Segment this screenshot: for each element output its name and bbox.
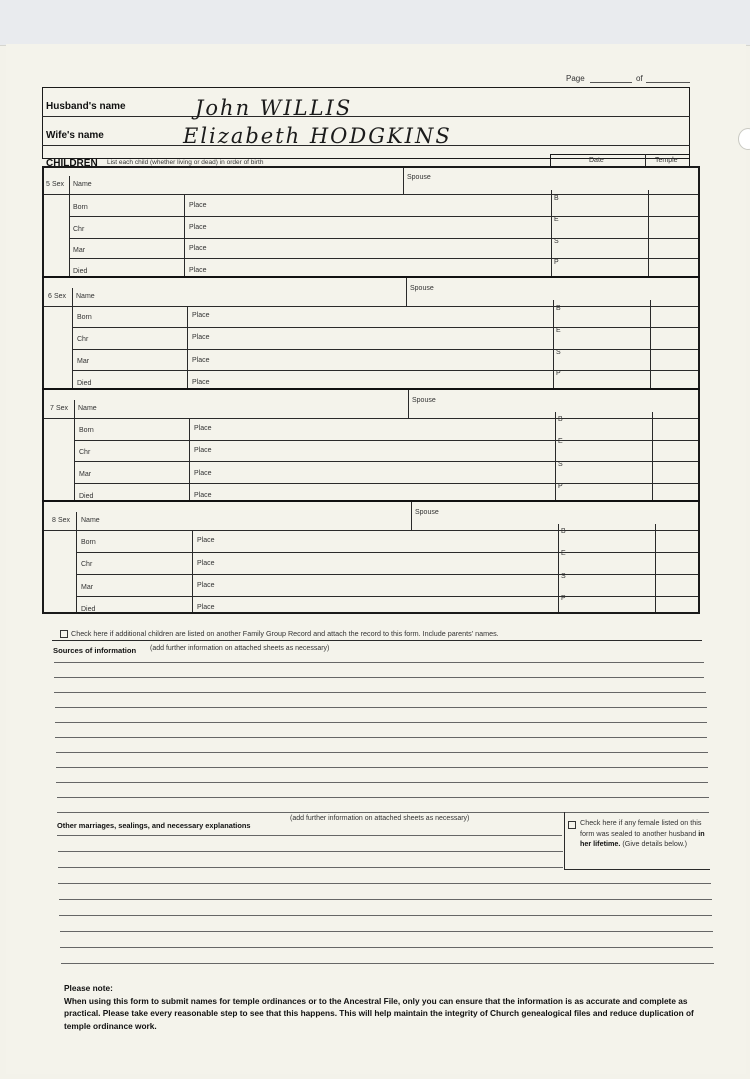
spouse-label[interactable]: Spouse	[407, 174, 431, 181]
sources-hint: (add further information on attached sheets as necessary)	[150, 645, 330, 652]
place-label[interactable]: Place	[194, 425, 212, 432]
parents-box	[42, 87, 690, 159]
wife-label: Wife's name	[46, 130, 104, 141]
children-title: CHILDREN	[46, 158, 98, 169]
note-title: Please note:	[64, 983, 113, 993]
sources-field[interactable]	[54, 656, 708, 816]
place-label[interactable]: Place	[197, 604, 215, 611]
spouse-label[interactable]: Spouse	[410, 285, 434, 292]
ordinance-b: B	[558, 416, 563, 423]
ordinance-s: S	[558, 461, 563, 468]
ordinance-p: P	[561, 595, 566, 602]
page-label: Page	[566, 74, 585, 83]
chr-label: Chr	[77, 336, 89, 343]
chr-label: Chr	[79, 449, 91, 456]
children-subtitle: List each child (whether living or dead) in order of birth	[107, 159, 264, 166]
note-body: When using this form to submit names for temple ordinances or to the Ancestral File, only you can ensure that the information is as accurate and complete as practical. Please take every reasonable step to see that this happens. This will help maintain the integrity of Church genealogical files and reduce duplication of temple ordinance work.	[64, 995, 694, 1031]
spouse-label[interactable]: Spouse	[415, 509, 439, 516]
born-label: Born	[77, 314, 92, 321]
ordinance-p: P	[554, 259, 559, 266]
sex-label[interactable]: Sex	[52, 181, 65, 188]
husband-name-field[interactable]: John WILLIS	[195, 96, 353, 120]
additional-children-checkbox[interactable]	[60, 630, 68, 638]
place-label[interactable]: Place	[189, 202, 207, 209]
place-label[interactable]: Place	[189, 224, 207, 231]
place-label[interactable]: Place	[194, 492, 212, 499]
name-label[interactable]: Name	[76, 293, 95, 300]
born-label: Born	[81, 539, 96, 546]
place-label[interactable]: Place	[197, 560, 215, 567]
chr-label: Chr	[73, 226, 85, 233]
sources-label: Sources of information	[53, 646, 137, 655]
please-note	[64, 982, 714, 1032]
other-marriages-hint: (add further information on attached sheets as necessary)	[290, 815, 470, 822]
sealed-female-note: Check here if any female listed on this form was sealed to another husband in her lifetime. (Give details below.)	[580, 818, 705, 848]
date-column-label: Date	[589, 157, 604, 164]
born-label: Born	[79, 427, 94, 434]
died-label: Died	[77, 380, 92, 387]
place-label[interactable]: Place	[194, 470, 212, 477]
ordinance-p: P	[556, 370, 561, 377]
ordinance-b: B	[554, 195, 559, 202]
page-number-field[interactable]	[590, 82, 632, 83]
temple-column-label: Temple	[655, 157, 678, 164]
died-label: Died	[79, 493, 94, 500]
place-label[interactable]: Place	[197, 537, 215, 544]
ordinance-e: E	[558, 438, 563, 445]
page-total-field[interactable]	[646, 82, 690, 83]
place-label[interactable]: Place	[189, 245, 207, 252]
scan-background-strip	[0, 0, 750, 46]
sex-label[interactable]: Sex	[56, 405, 69, 412]
child-number: 8	[52, 517, 56, 524]
died-label: Died	[81, 606, 96, 613]
husband-label: Husband's name	[46, 101, 126, 112]
place-label[interactable]: Place	[192, 379, 210, 386]
sex-label[interactable]: Sex	[54, 293, 67, 300]
ordinance-s: S	[556, 349, 561, 356]
ordinance-b: B	[561, 528, 566, 535]
spouse-label[interactable]: Spouse	[412, 397, 436, 404]
ordinance-b: B	[556, 305, 561, 312]
ordinance-s: S	[561, 573, 566, 580]
place-label[interactable]: Place	[189, 267, 207, 274]
chr-label: Chr	[81, 561, 93, 568]
name-label[interactable]: Name	[73, 181, 92, 188]
place-label[interactable]: Place	[192, 312, 210, 319]
of-label: of	[636, 74, 643, 83]
wife-name-field[interactable]: Elizabeth HODGKINS	[183, 124, 452, 148]
mar-label: Mar	[81, 584, 94, 591]
sex-label[interactable]: Sex	[58, 517, 71, 524]
ordinance-s: S	[554, 238, 559, 245]
ordinance-p: P	[558, 483, 563, 490]
place-label[interactable]: Place	[194, 447, 212, 454]
name-label[interactable]: Name	[81, 517, 100, 524]
other-marriages-field[interactable]	[57, 828, 713, 968]
child-number: 7	[50, 405, 54, 412]
died-label: Died	[73, 268, 88, 275]
children-table	[42, 166, 700, 614]
ordinance-e: E	[556, 327, 561, 334]
mar-label: Mar	[73, 247, 86, 254]
mar-label: Mar	[77, 358, 90, 365]
ordinance-e: E	[554, 216, 559, 223]
place-label[interactable]: Place	[197, 582, 215, 589]
other-marriages-label: Other marriages, sealings, and necessary explanations	[57, 821, 251, 830]
place-label[interactable]: Place	[192, 334, 210, 341]
child-number: 6	[48, 293, 52, 300]
ordinance-e: E	[561, 550, 566, 557]
name-label[interactable]: Name	[78, 405, 97, 412]
child-number: 5	[46, 181, 50, 188]
additional-children-text: Check here if additional children are listed on another Family Group Record and attach the record to this form. Include parents' names.	[71, 629, 499, 638]
born-label: Born	[73, 204, 88, 211]
mar-label: Mar	[79, 471, 92, 478]
place-label[interactable]: Place	[192, 357, 210, 364]
